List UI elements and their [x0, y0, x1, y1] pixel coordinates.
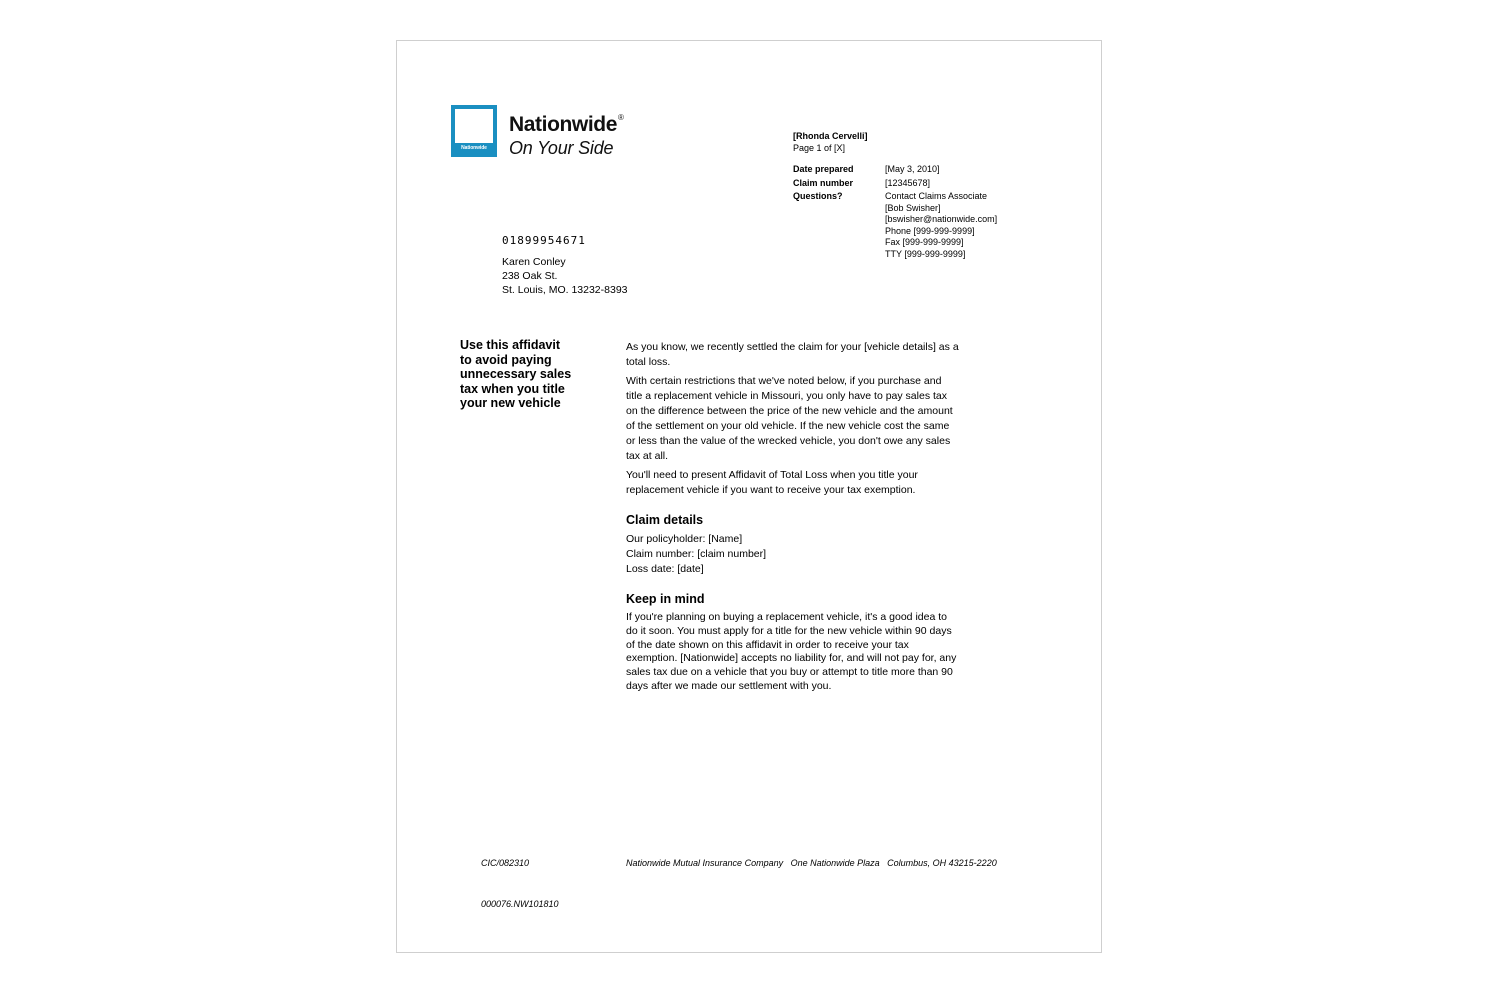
questions-contact: [885, 191, 997, 260]
paragraph-line: or less than the value of the wrecked vehicle, you don't owe any sales: [626, 435, 951, 447]
claim-details-heading: Claim details: [626, 513, 704, 527]
recipient-street: 238 Oak St.: [502, 270, 558, 282]
claim-details: [626, 532, 976, 577]
page-indicator: Page 1 of [X]: [793, 143, 846, 153]
present-paragraph: [626, 468, 976, 498]
meta-row-questions: [793, 191, 997, 260]
logo-square-icon: [451, 105, 497, 157]
contact-phone: Phone [999-999-9999]: [885, 225, 975, 236]
claim-loss-date: Loss date: [date]: [626, 563, 704, 575]
paragraph-line: on the difference between the price of the new vehicle and the amount: [626, 405, 953, 417]
recipient-address: [502, 234, 628, 297]
sidebar-heading-line: your new vehicle: [460, 396, 561, 411]
claim-number: Claim number: [claim number]: [626, 548, 767, 560]
sidebar-heading-line: to avoid paying: [460, 352, 552, 367]
meta-label: Date prepared: [793, 164, 854, 174]
recipient-name: Karen Conley: [502, 256, 566, 268]
paragraph-line: If you're planning on buying a replacement vehicle, it's a good idea to: [626, 611, 947, 623]
registered-mark: ®: [618, 113, 624, 122]
meta-label: Questions?: [793, 191, 843, 201]
logo-name: [509, 113, 624, 137]
sender-name: [Rhonda Cervelli]: [793, 131, 868, 141]
logo-name-text: Nationwide: [509, 113, 618, 136]
paragraph-line: sales tax due on a vehicle that you buy or attempt to title more than 90: [626, 666, 953, 679]
company-address: Nationwide Mutual Insurance Company One Nationwide Plaza Columbus, OH 43215-2220: [626, 858, 997, 868]
sidebar-heading-line: unnecessary sales: [460, 367, 572, 382]
paragraph-line: of the settlement on your old vehicle. If the new vehicle cost the same: [626, 420, 950, 432]
recipient-city: St. Louis, MO. 13232-8393: [502, 284, 628, 296]
logo-square-label: Nationwide: [455, 143, 493, 153]
paragraph-line: of the date shown on this affidavit in order to receive your tax: [626, 638, 909, 651]
letter-page: [396, 40, 1102, 953]
paragraph-line: total loss.: [626, 356, 671, 368]
paragraph-line: exemption. [Nationwide] accepts no liability for, and will not pay for, any: [626, 652, 957, 665]
sidebar-heading-line: tax when you title: [460, 381, 565, 396]
meta-row-claim: [793, 178, 997, 190]
meta-row-date: [793, 164, 997, 176]
letter-body: [626, 340, 976, 694]
paragraph-line: replacement vehicle if you want to receive your tax exemption.: [626, 484, 916, 496]
barcode-number: 01899954671: [502, 234, 586, 247]
contact-email: [bswisher@nationwide.com]: [885, 214, 998, 224]
restrictions-paragraph: [626, 374, 976, 464]
paragraph-line: With certain restrictions that we've noted below, if you purchase and: [626, 375, 942, 387]
paragraph-line: As you know, we recently settled the claim for your [vehicle details] as a: [626, 341, 959, 353]
logo-tagline: On Your Side: [509, 138, 614, 158]
keep-in-mind-paragraph: [626, 611, 976, 694]
paragraph-line: tax at all.: [626, 450, 669, 462]
paragraph-line: title a replacement vehicle in Missouri, you only have to pay sales tax: [626, 390, 947, 402]
claim-policyholder: Our policyholder: [Name]: [626, 533, 743, 545]
sidebar-heading: [460, 338, 590, 411]
contact-fax: Fax [999-999-9999]: [885, 237, 964, 247]
document-id: 000076.NW101810: [481, 899, 559, 909]
meta-table: [793, 164, 997, 260]
contact-line: Contact Claims Associate: [885, 191, 988, 201]
nationwide-logo: [451, 105, 651, 161]
header-info: [793, 130, 868, 154]
paragraph-line: You'll need to present Affidavit of Total Loss when you title your: [626, 469, 918, 481]
meta-value: [12345678]: [885, 177, 931, 188]
sidebar-heading-line: Use this affidavit: [460, 338, 561, 352]
meta-label: Claim number: [793, 177, 854, 188]
paragraph-line: days after we made our settlement with you.: [626, 679, 832, 692]
contact-tty: TTY [999-999-9999]: [885, 248, 966, 259]
paragraph-line: do it soon. You must apply for a title for the new vehicle within 90 days: [626, 624, 952, 637]
form-code: CIC/082310: [481, 858, 530, 868]
intro-paragraph: [626, 340, 976, 370]
keep-in-mind-heading: Keep in mind: [626, 592, 705, 606]
contact-name: [Bob Swisher]: [885, 202, 941, 213]
meta-value: [May 3, 2010]: [885, 164, 940, 174]
